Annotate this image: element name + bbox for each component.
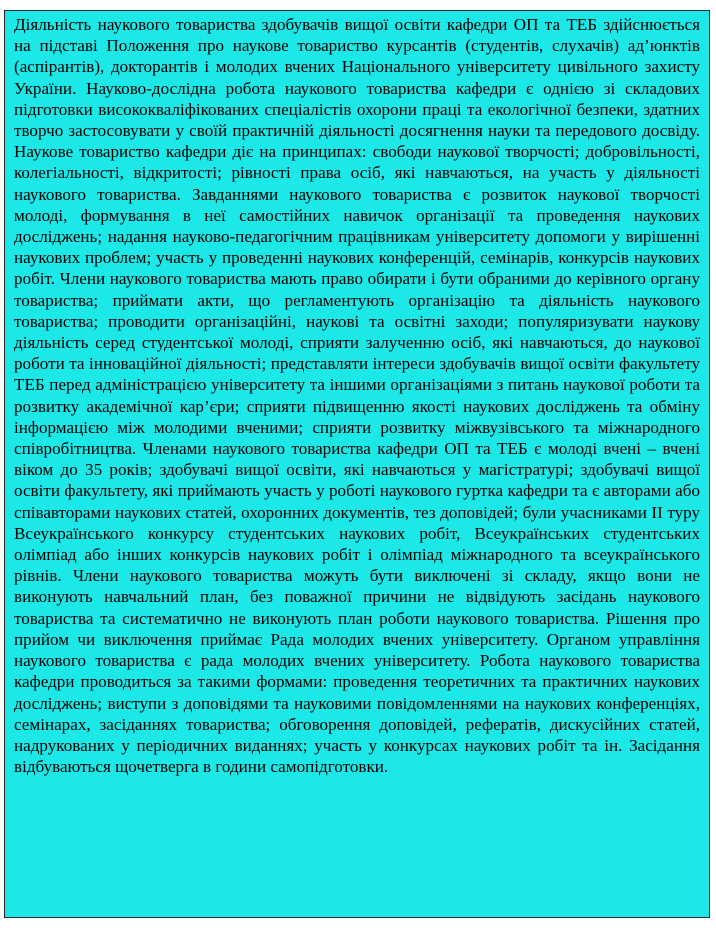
body-paragraph: Діяльність наукового товариства здобувачів вищої освіти кафедри ОП та ТЕБ здійснюється на підставі Положення про наукове товариство курсантів (студентів, слухачів) ад’юнктів (аспірантів), докторантів і молодих вчених Національного університету цивільного захисту України. Науково-дослідна робота наукового товариства кафедри є однією зі складових підготовки висококваліфікованих спеціалістів охорони праці та екологічної безпеки, здатних творчо застосовувати у своїй практичній діяльності досягнення науки та передового досвіду. Наукове товариство кафедри діє на принципах: свободи наукової творчості; добровільності, колегіальності, відкритості; рівності права осіб, які навчаються, на участь у діяльності наукового товариства. Завданнями наукового товариства є розвиток наукової творчості молоді, формування в неї самостійних навичок організації та проведення наукових досліджень; надання науково-педагогічним працівникам університету допомоги у вирішенні наукових проблем; участь у проведенні наукових конференцій, семінарів, конкурсів наукових робіт. Члени наукового товариства мають право обирати і бути обраними до керівного органу товариства; приймати акти, що регламентують організацію та діяльність наукового товариства; проводити організаційні, наукові та освітні заходи; популяризувати наукову діяльність серед студентської молоді, сприяти залученню осіб, які навчаються, до наукової роботи та інноваційної діяльності; представляти інтереси здобувачів вищої освіти факультету ТЕБ перед адміністрацією університету та іншими організаціями з питань наукової роботи та розвитку академічної кар’єри; сприяти підвищенню якості наукових досліджень та обміну інформацією між молодими вченими; сприяти розвитку міжвузівського та міжнародного співробітництва. Членами наукового товариства кафедри ОП та ТЕБ є молоді вчені – вчені віком до 35 років; здобувачі вищої освіти, які навчаються у магістратурі; здобувачі вищої освіти факультету, які приймають участь у роботі наукового гуртка кафедри та є авторами або співавторами наукових статей, охоронних документів, тез доповідей; були учасниками II туру Всеукраїнського конкурсу студентських наукових робіт, Всеукраїнських студентських олімпіад або інших конкурсів наукових робіт і олімпіад міжнародного та всеукраїнського рівнів. Члени наукового товариства можуть бути виключені зі складу, якщо вони не виконують навчальний план, без поважної причини не відвідують засідань наукового товариства та систематично не виконують план роботи наукового товариства. Рішення про прийом чи виключення приймає Рада молодих вчених університету. Органом управління наукового товариства є рада молодих вчених університету. Робота наукового товариства кафедри проводиться за такими формами: проведення теоретичних та практичних наукових досліджень; виступи з доповідями та науковими повідомленнями на наукових конференціях, семінарах, засіданнях товариства; обговорення доповідей, рефератів, дискусійних статей, надрукованих у періодичних виданнях; участь у конкурсах наукових робіт та ін. Засідання відбуваються щочетверга в години самопідготовки. <box>14 15 700 777</box>
text-box <box>4 10 710 918</box>
